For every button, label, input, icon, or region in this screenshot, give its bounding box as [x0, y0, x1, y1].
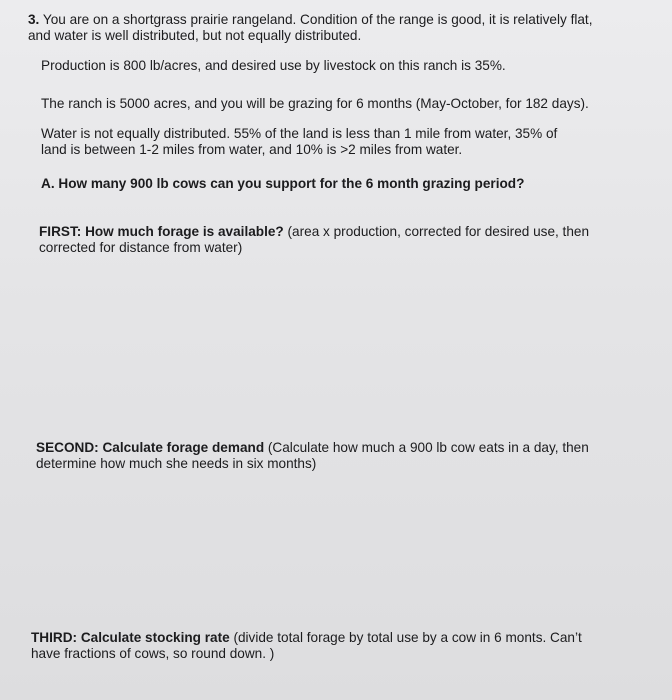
step-second [36, 440, 606, 472]
step-first-label: FIRST: How much forage is available? [39, 224, 284, 239]
problem-intro-text: You are on a shortgrass prairie rangeland. Condition of the range is good, it is relatively flat, and water is well distributed, but not equally distributed. [28, 12, 593, 43]
step-first [39, 224, 609, 256]
step-third-label: THIRD: Calculate stocking rate [31, 630, 230, 645]
step-second-detail: (Calculate how much a 900 lb cow eats in a day, then determine how much she needs in six months) [36, 440, 589, 471]
problem-number: 3. [28, 12, 40, 27]
problem-intro [28, 12, 608, 44]
question-a-text: A. How many 900 lb cows can you support for the 6 month grazing period? [41, 176, 525, 191]
production-statement: Production is 800 lb/acres, and desired use by livestock on this ranch is 35%. [41, 58, 506, 73]
step-first-detail: (area x production, corrected for desired use, then corrected for distance from water) [39, 224, 590, 255]
water-statement: Water is not equally distributed. 55% of the land is less than 1 mile from water, 35% of land is between 1-2 miles from water, and 10% is >2 miles from water. [41, 126, 558, 157]
step-second-label: SECOND: Calculate forage demand [36, 440, 265, 455]
step-third [31, 630, 591, 662]
ranch-statement: The ranch is 5000 acres, and you will be grazing for 6 months (May-October, for 182 days). [41, 96, 589, 111]
question-a [41, 176, 601, 192]
step-third-detail: (divide total forage by total use by a cow in 6 monts. Can’t have fractions of cows, so round down. ) [31, 630, 582, 661]
